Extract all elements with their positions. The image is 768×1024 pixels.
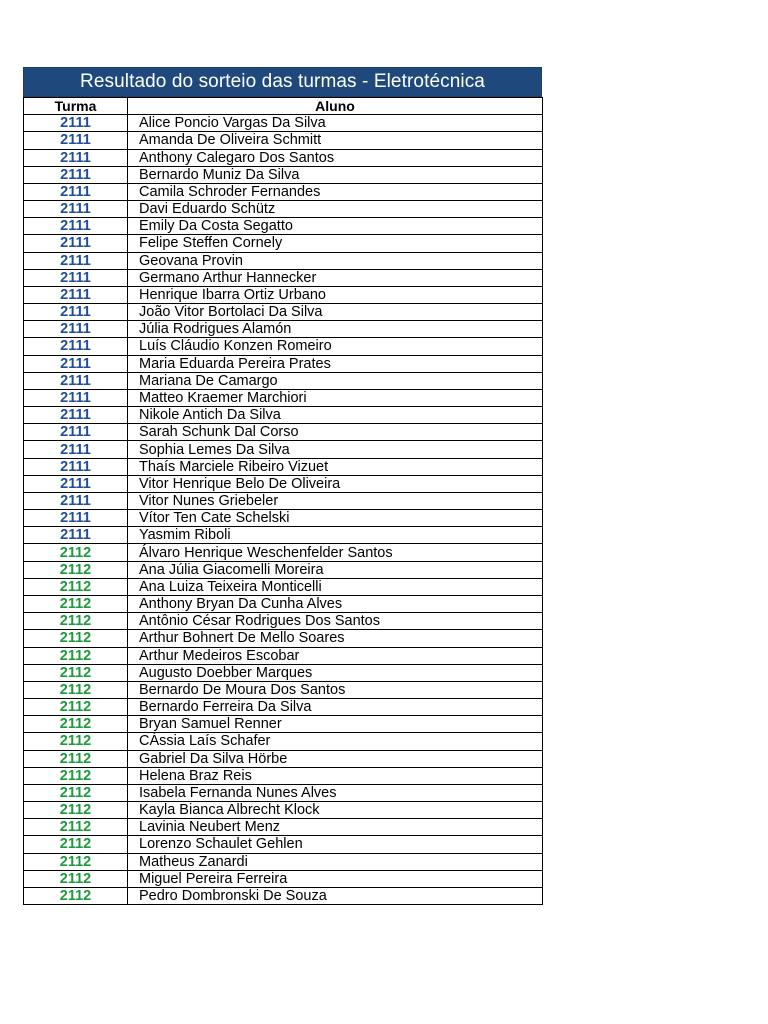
table-row — [24, 475, 543, 492]
turma-cell: 2111 — [24, 149, 128, 166]
table-body — [24, 115, 543, 905]
table-row — [24, 802, 543, 819]
aluno-cell: CÁssia Laís Schafer — [128, 733, 543, 750]
table-row — [24, 784, 543, 801]
table-row — [24, 750, 543, 767]
turma-cell: 2111 — [24, 304, 128, 321]
aluno-cell: Álvaro Henrique Weschenfelder Santos — [128, 544, 543, 561]
table-row — [24, 819, 543, 836]
aluno-cell: Anthony Calegaro Dos Santos — [128, 149, 543, 166]
turma-cell: 2112 — [24, 767, 128, 784]
results-sheet — [23, 67, 542, 905]
table-row — [24, 836, 543, 853]
turma-cell: 2112 — [24, 870, 128, 887]
aluno-cell: Davi Eduardo Schütz — [128, 201, 543, 218]
turma-cell: 2112 — [24, 699, 128, 716]
table-row — [24, 853, 543, 870]
column-header-aluno: Aluno — [128, 98, 543, 115]
turma-cell: 2111 — [24, 475, 128, 492]
aluno-cell: Geovana Provin — [128, 252, 543, 269]
aluno-cell: Miguel Pereira Ferreira — [128, 870, 543, 887]
turma-cell: 2112 — [24, 853, 128, 870]
table-row — [24, 424, 543, 441]
aluno-cell: Bernardo Ferreira Da Silva — [128, 699, 543, 716]
aluno-cell: Lavinia Neubert Menz — [128, 819, 543, 836]
turma-cell: 2111 — [24, 321, 128, 338]
sheet-title: Resultado do sorteio das turmas - Eletrotécnica — [23, 67, 542, 97]
table-row — [24, 389, 543, 406]
aluno-cell: Matheus Zanardi — [128, 853, 543, 870]
table-row — [24, 887, 543, 904]
aluno-cell: Bryan Samuel Renner — [128, 716, 543, 733]
table-row — [24, 149, 543, 166]
turma-cell: 2111 — [24, 286, 128, 303]
aluno-cell: Arthur Medeiros Escobar — [128, 647, 543, 664]
table-row — [24, 630, 543, 647]
table-row — [24, 492, 543, 509]
turma-cell: 2112 — [24, 836, 128, 853]
table-row — [24, 338, 543, 355]
aluno-cell: João Vitor Bortolaci Da Silva — [128, 304, 543, 321]
table-row — [24, 699, 543, 716]
aluno-cell: Bernardo De Moura Dos Santos — [128, 681, 543, 698]
aluno-cell: Helena Braz Reis — [128, 767, 543, 784]
aluno-cell: Ana Luiza Teixeira Monticelli — [128, 578, 543, 595]
aluno-cell: Kayla Bianca Albrecht Klock — [128, 802, 543, 819]
table-row — [24, 458, 543, 475]
turma-cell: 2112 — [24, 647, 128, 664]
aluno-cell: Alice Poncio Vargas Da Silva — [128, 115, 543, 132]
table-row — [24, 544, 543, 561]
turma-cell: 2112 — [24, 716, 128, 733]
aluno-cell: Germano Arthur Hannecker — [128, 269, 543, 286]
aluno-cell: Anthony Bryan Da Cunha Alves — [128, 595, 543, 612]
turma-cell: 2112 — [24, 544, 128, 561]
aluno-cell: Pedro Dombronski De Souza — [128, 887, 543, 904]
aluno-cell: Nikole Antich Da Silva — [128, 407, 543, 424]
turma-cell: 2111 — [24, 441, 128, 458]
turma-cell: 2111 — [24, 201, 128, 218]
table-row — [24, 613, 543, 630]
aluno-cell: Thaís Marciele Ribeiro Vizuet — [128, 458, 543, 475]
table-row — [24, 578, 543, 595]
table-row — [24, 647, 543, 664]
aluno-cell: Camila Schroder Fernandes — [128, 183, 543, 200]
table-row — [24, 407, 543, 424]
turma-cell: 2111 — [24, 115, 128, 132]
aluno-cell: Sarah Schunk Dal Corso — [128, 424, 543, 441]
turma-cell: 2111 — [24, 235, 128, 252]
table-row — [24, 527, 543, 544]
aluno-cell: Vitor Henrique Belo De Oliveira — [128, 475, 543, 492]
aluno-cell: Luís Cláudio Konzen Romeiro — [128, 338, 543, 355]
aluno-cell: Mariana De Camargo — [128, 372, 543, 389]
turma-cell: 2112 — [24, 630, 128, 647]
table-row — [24, 733, 543, 750]
turma-cell: 2112 — [24, 784, 128, 801]
aluno-cell: Vítor Ten Cate Schelski — [128, 510, 543, 527]
aluno-cell: Matteo Kraemer Marchiori — [128, 389, 543, 406]
turma-cell: 2112 — [24, 613, 128, 630]
table-row — [24, 321, 543, 338]
aluno-cell: Felipe Steffen Cornely — [128, 235, 543, 252]
turma-cell: 2112 — [24, 750, 128, 767]
turma-cell: 2111 — [24, 132, 128, 149]
aluno-cell: Lorenzo Schaulet Gehlen — [128, 836, 543, 853]
table-row — [24, 218, 543, 235]
turma-cell: 2111 — [24, 424, 128, 441]
table-row — [24, 132, 543, 149]
turma-cell: 2111 — [24, 252, 128, 269]
turma-cell: 2112 — [24, 561, 128, 578]
turma-cell: 2111 — [24, 183, 128, 200]
aluno-cell: Antônio César Rodrigues Dos Santos — [128, 613, 543, 630]
table-row — [24, 870, 543, 887]
aluno-cell: Henrique Ibarra Ortiz Urbano — [128, 286, 543, 303]
table-row — [24, 767, 543, 784]
table-row — [24, 595, 543, 612]
aluno-cell: Vitor Nunes Griebeler — [128, 492, 543, 509]
turma-cell: 2112 — [24, 595, 128, 612]
turma-cell: 2111 — [24, 458, 128, 475]
turma-cell: 2112 — [24, 664, 128, 681]
table-row — [24, 664, 543, 681]
aluno-cell: Amanda De Oliveira Schmitt — [128, 132, 543, 149]
aluno-cell: Maria Eduarda Pereira Prates — [128, 355, 543, 372]
turma-cell: 2111 — [24, 338, 128, 355]
results-table — [23, 97, 543, 905]
table-row — [24, 355, 543, 372]
aluno-cell: Gabriel Da Silva Hörbe — [128, 750, 543, 767]
table-header-row — [24, 98, 543, 115]
turma-cell: 2112 — [24, 681, 128, 698]
table-row — [24, 372, 543, 389]
table-row — [24, 510, 543, 527]
aluno-cell: Yasmim Riboli — [128, 527, 543, 544]
aluno-cell: Bernardo Muniz Da Silva — [128, 166, 543, 183]
table-row — [24, 286, 543, 303]
turma-cell: 2111 — [24, 218, 128, 235]
aluno-cell: Ana Júlia Giacomelli Moreira — [128, 561, 543, 578]
table-row — [24, 183, 543, 200]
table-row — [24, 115, 543, 132]
turma-cell: 2111 — [24, 492, 128, 509]
aluno-cell: Emily Da Costa Segatto — [128, 218, 543, 235]
turma-cell: 2112 — [24, 733, 128, 750]
turma-cell: 2112 — [24, 819, 128, 836]
table-row — [24, 304, 543, 321]
table-row — [24, 252, 543, 269]
table-row — [24, 561, 543, 578]
turma-cell: 2112 — [24, 578, 128, 595]
turma-cell: 2111 — [24, 389, 128, 406]
turma-cell: 2111 — [24, 269, 128, 286]
turma-cell: 2111 — [24, 510, 128, 527]
aluno-cell: Arthur Bohnert De Mello Soares — [128, 630, 543, 647]
turma-cell: 2111 — [24, 355, 128, 372]
turma-cell: 2112 — [24, 802, 128, 819]
table-row — [24, 269, 543, 286]
aluno-cell: Júlia Rodrigues Alamón — [128, 321, 543, 338]
turma-cell: 2111 — [24, 407, 128, 424]
turma-cell: 2111 — [24, 372, 128, 389]
table-row — [24, 235, 543, 252]
table-row — [24, 441, 543, 458]
aluno-cell: Sophia Lemes Da Silva — [128, 441, 543, 458]
aluno-cell: Augusto Doebber Marques — [128, 664, 543, 681]
turma-cell: 2111 — [24, 527, 128, 544]
table-row — [24, 681, 543, 698]
table-row — [24, 166, 543, 183]
table-row — [24, 716, 543, 733]
turma-cell: 2112 — [24, 887, 128, 904]
turma-cell: 2111 — [24, 166, 128, 183]
column-header-turma: Turma — [24, 98, 128, 115]
table-row — [24, 201, 543, 218]
aluno-cell: Isabela Fernanda Nunes Alves — [128, 784, 543, 801]
